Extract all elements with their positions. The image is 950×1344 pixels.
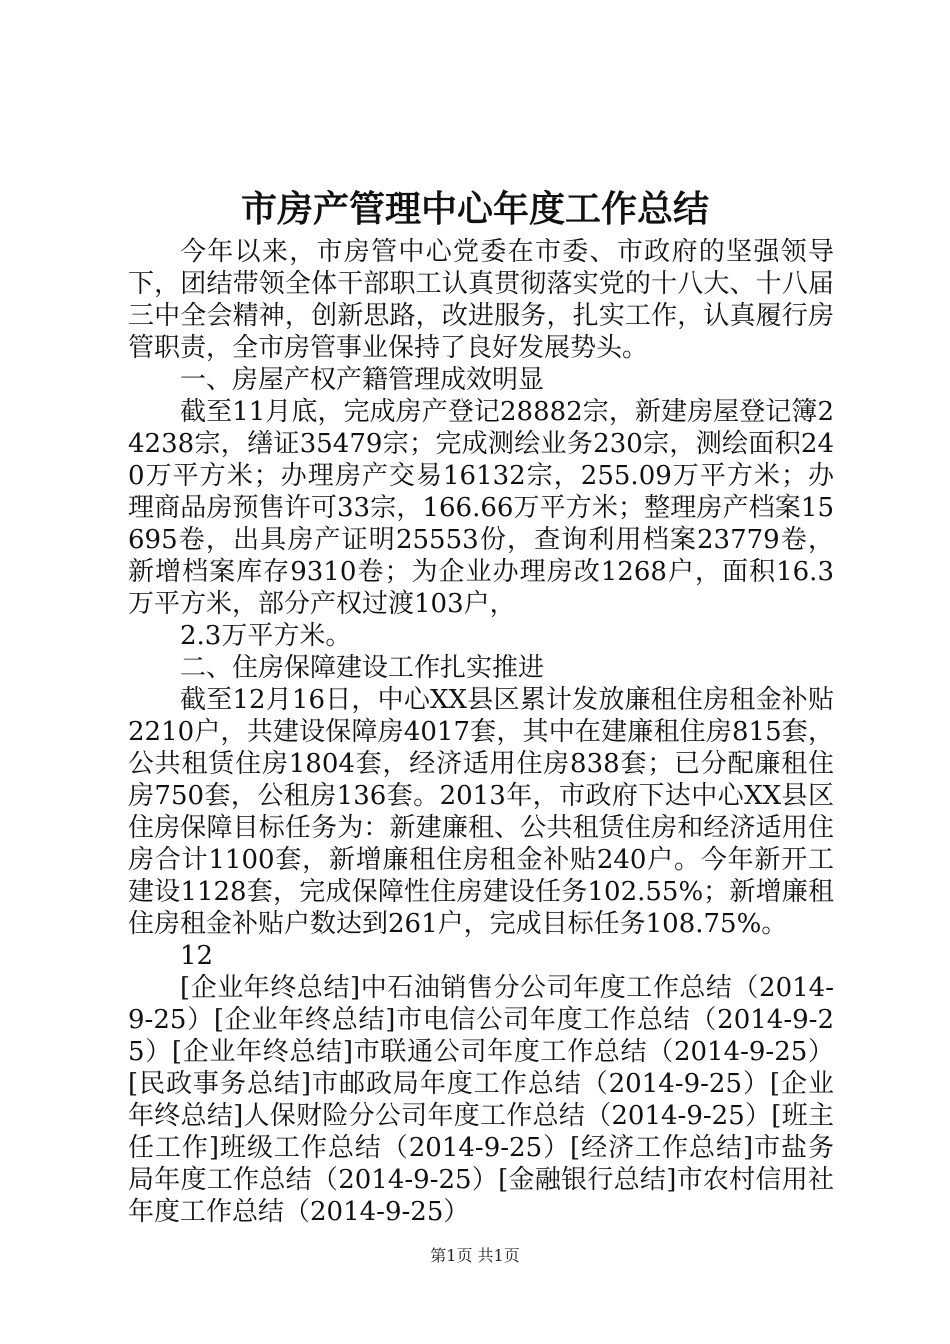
section-1-paragraph: 截至11月底，完成房产登记28882宗，新建房屋登记簿24238宗，缮证35479宗；完成测绘业务230宗，测绘面积240万平方米；办理房产交易16132宗，255.09万平方米；办理商品房预售许可33宗，166.66万平方米；整理房产档案15695卷，出具房产证明25553份，查询利用档案23779卷，新增档案库存9310卷；为企业办理房改1268户，面积16.3万平方米，部分产权过渡103户， — [128, 397, 834, 619]
document-title: 市房产管理中心年度工作总结 — [240, 188, 709, 230]
section-heading-2: 二、住房保障建设工作扎实推进 — [180, 653, 545, 683]
intro-paragraph: 今年以来，市房管中心党委在市委、市政府的坚强领导下，团结带领全体干部职工认真贯彻落实党的十八大、十八届三中全会精神，创新思路，改进服务，扎实工作，认真履行房管职责，全市房管事业保持了良好发展势头。 — [128, 237, 834, 363]
section-1-continuation: 2.3万平方米。 — [180, 621, 352, 651]
page-marker-text: 12 — [180, 941, 214, 971]
related-articles-paragraph: [企业年终总结]中石油销售分公司年度工作总结（2014-9-25）[企业年终总结]市电信公司年度工作总结（2014-9-25）[企业年终总结]市联通公司年度工作总结（2014-9-25）[民政事务总结]市邮政局年度工作总结（2014-9-25）[企业年终总结]人保财险分公司年度工作总结（2014-9-25）[班主任工作]班级工作总结（2014-9-25）[经济工作总结]市盐务局年度工作总结（2014-9-25）[金融银行总结]市农村信用社年度工作总结（2014-9-25） — [128, 973, 834, 1227]
page-footer: 第1页 共1页 — [430, 1246, 520, 1265]
section-heading-1: 一、房屋产权产籍管理成效明显 — [180, 365, 545, 395]
document-body — [128, 236, 834, 1228]
section-2-paragraph: 截至12月16日，中心XX县区累计发放廉租住房租金补贴2210户，共建设保障房4017套，其中在建廉租住房815套，公共租赁住房1804套，经济适用住房838套；已分配廉租住房750套，公租房136套。2013年，市政府下达中心XX县区住房保障目标任务为：新建廉租、公共租赁住房和经济适用住房合计1100套，新增廉租住房租金补贴240户。今年新开工建设1128套，完成保障性住房建设任务102.55%；新增廉租住房租金补贴户数达到261户，完成目标任务108.75%。 — [128, 685, 834, 939]
